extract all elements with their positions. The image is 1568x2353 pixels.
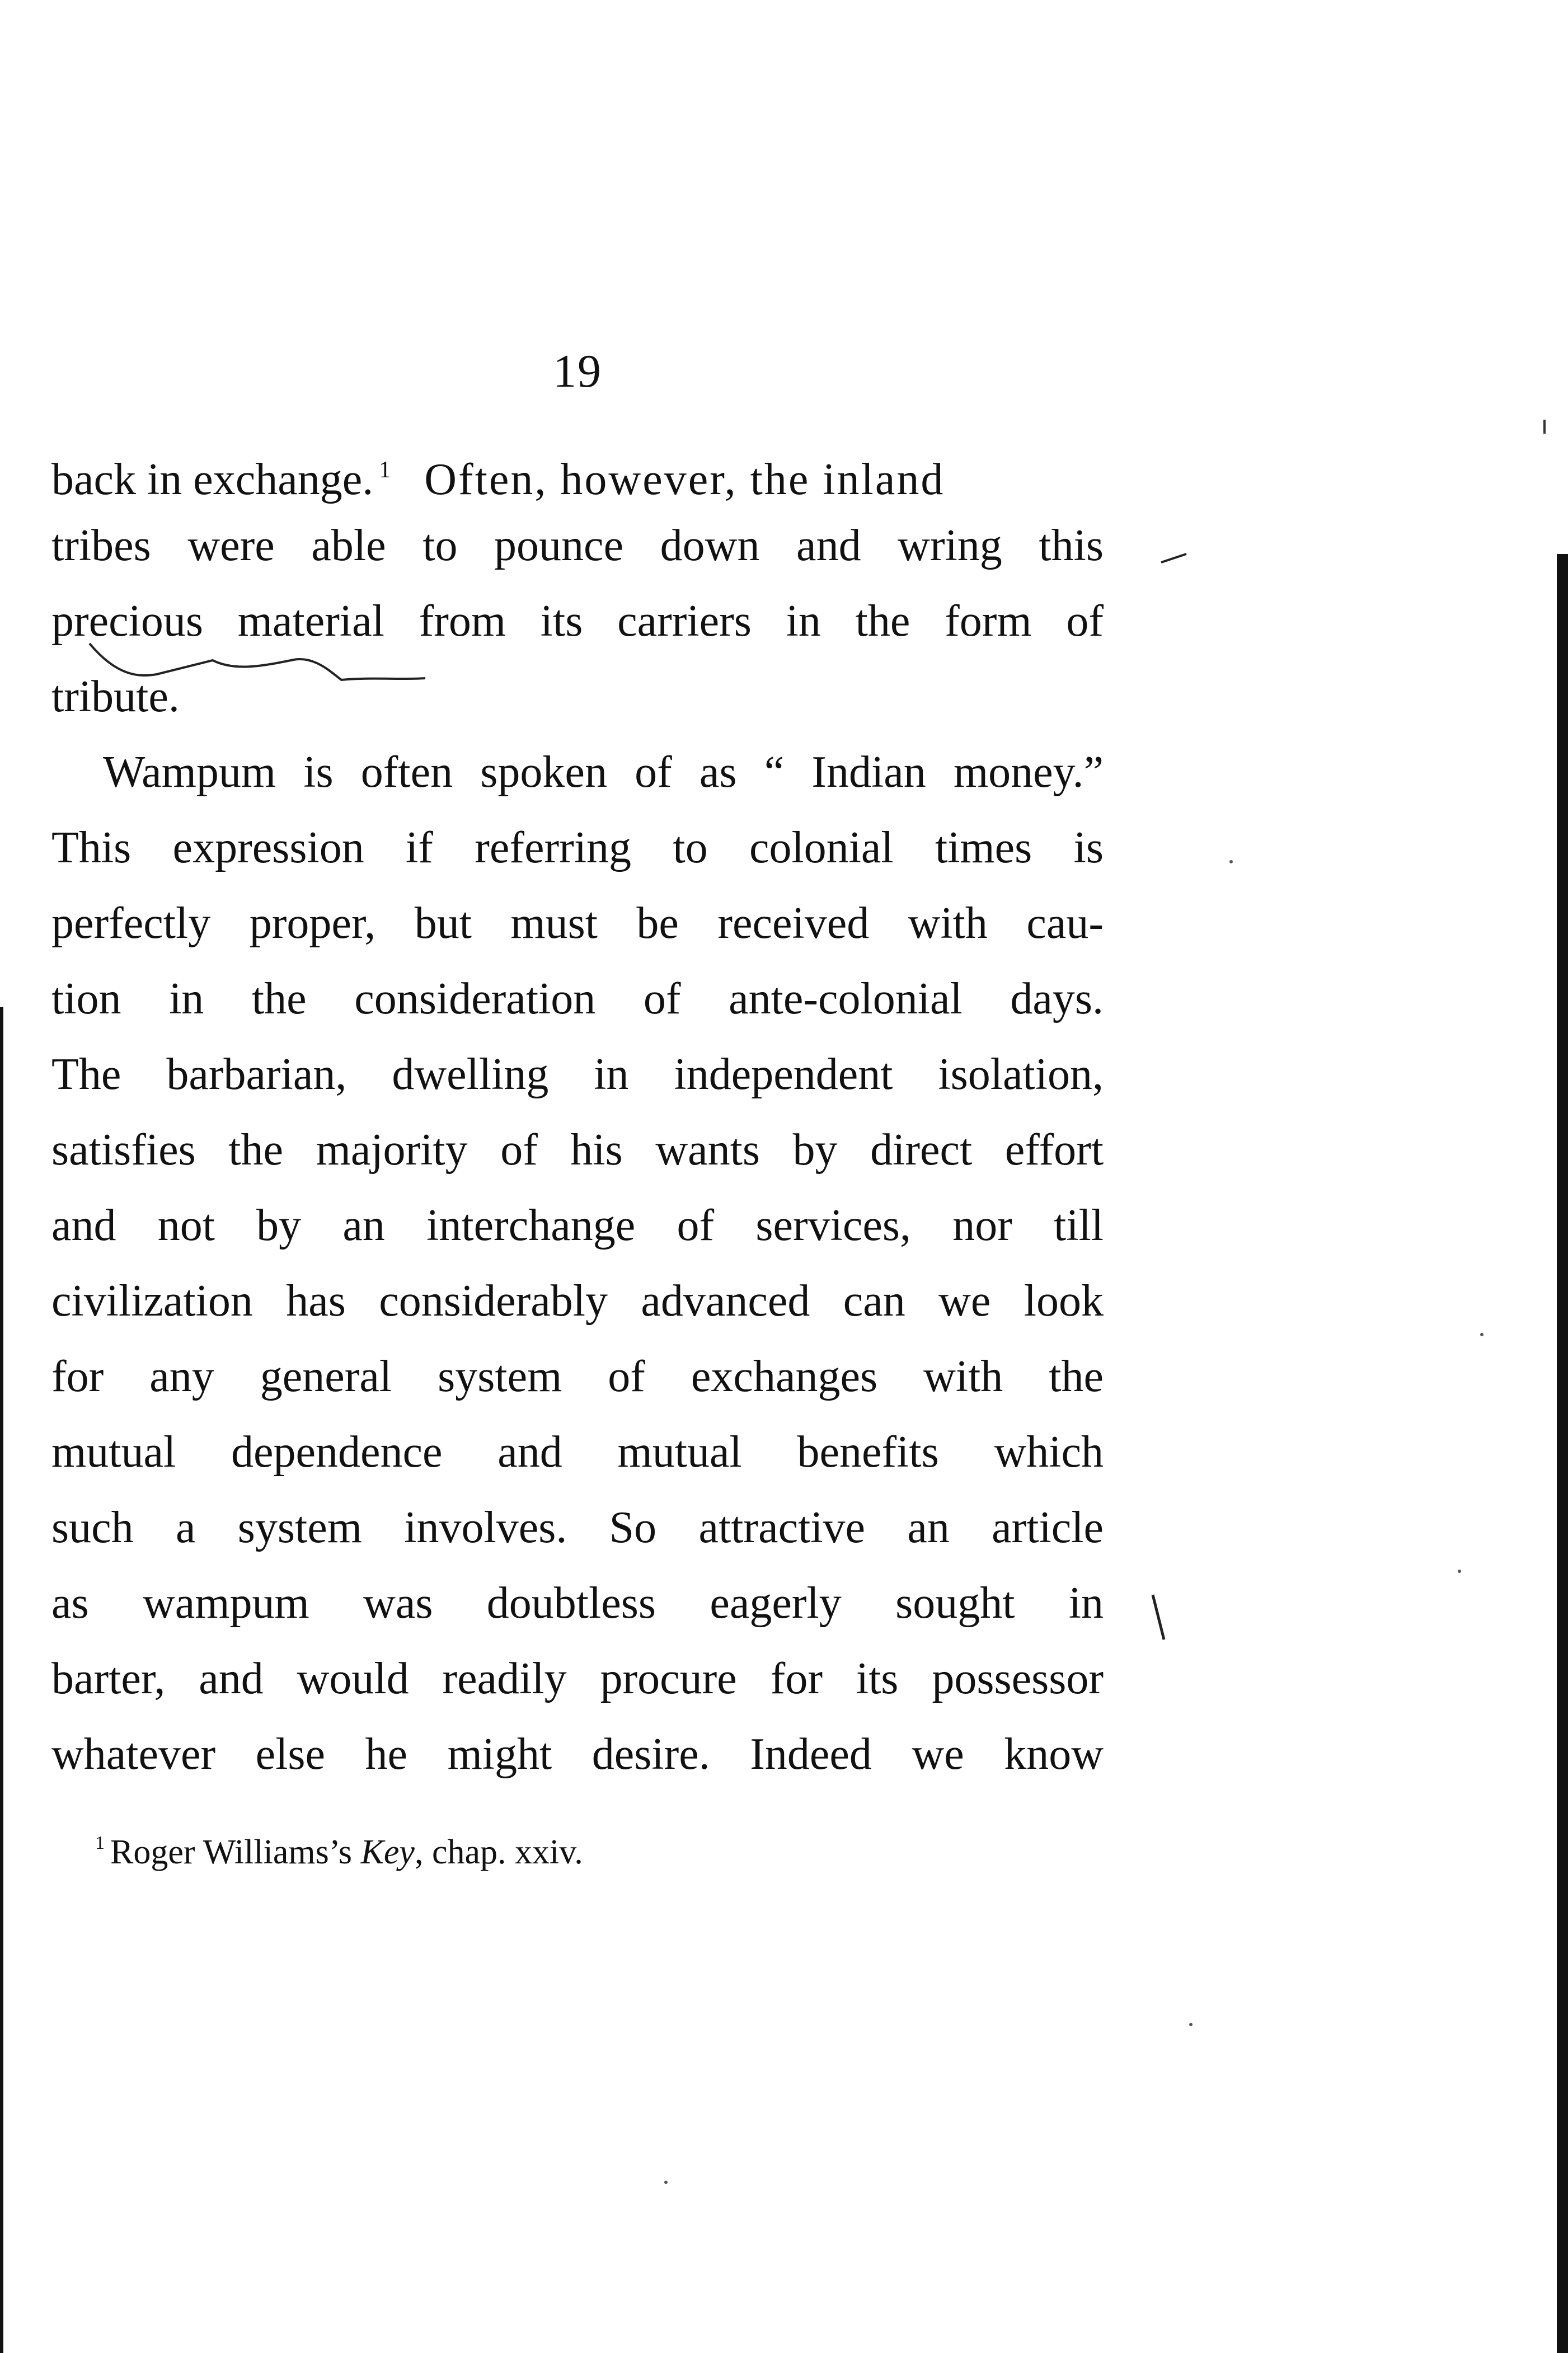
text-line-16: as wampum was doubtless eagerly sought in bbox=[51, 1579, 1104, 1628]
text-line-9: The barbarian, dwelling in independent isolation, bbox=[51, 1050, 1104, 1099]
footnote-mark: 1 bbox=[95, 1833, 105, 1853]
text-line-14: mutual dependence and mutual benefits which bbox=[51, 1427, 1104, 1477]
margin-dash-mark bbox=[1161, 554, 1186, 562]
margin-stroke-mark bbox=[1153, 1595, 1164, 1640]
speck bbox=[1189, 2023, 1193, 2026]
footnote-title: Key bbox=[360, 1833, 415, 1871]
speck bbox=[664, 2181, 668, 2184]
text-line-17: barter, and would readily procure for its possessor bbox=[51, 1654, 1104, 1703]
speck bbox=[1480, 1333, 1484, 1336]
text-line-1 bbox=[51, 439, 1104, 504]
footnote-text-after: , chap. xxiv. bbox=[414, 1833, 583, 1871]
text-line-10: satisfies the majority of his wants by direct effort bbox=[51, 1125, 1104, 1175]
text-line-13: for any general system of exchanges with the bbox=[51, 1352, 1104, 1401]
speck bbox=[1229, 860, 1233, 863]
text-line-15: such a system involves. So attractive an article bbox=[51, 1503, 1104, 1552]
footnote bbox=[95, 1833, 583, 1872]
left-edge-line bbox=[0, 1007, 3, 2353]
speck bbox=[1458, 1570, 1461, 1573]
text-line-1-end: Often, however, the inland bbox=[424, 455, 945, 504]
text-line-1-start: back in exchange. bbox=[51, 455, 374, 504]
text-line-18: whatever else he might desire. Indeed we know bbox=[51, 1730, 1104, 1779]
footnote-text-before: Roger Williams’s bbox=[110, 1833, 361, 1871]
footnote-reference: 1 bbox=[379, 457, 391, 483]
text-line-11: and not by an interchange of services, nor till bbox=[51, 1201, 1104, 1250]
right-edge-shadow bbox=[1557, 554, 1568, 2353]
text-line-5: Wampum is often spoken of as “ Indian money.” bbox=[103, 748, 1104, 797]
text-line-3: precious material from its carriers in the form of bbox=[51, 597, 1104, 646]
text-line-2: tribes were able to pounce down and wring this bbox=[51, 521, 1104, 570]
page-number: 19 bbox=[553, 345, 602, 397]
text-line-7: perfectly proper, but must be received with cau- bbox=[51, 899, 1104, 948]
text-line-12: civilization has considerably advanced can we look bbox=[51, 1276, 1104, 1326]
text-line-4: tribute. bbox=[51, 672, 180, 721]
text-line-8: tion in the consideration of ante-colonial days. bbox=[51, 974, 1104, 1023]
text-line-6: This expression if referring to colonial times is bbox=[51, 823, 1104, 872]
